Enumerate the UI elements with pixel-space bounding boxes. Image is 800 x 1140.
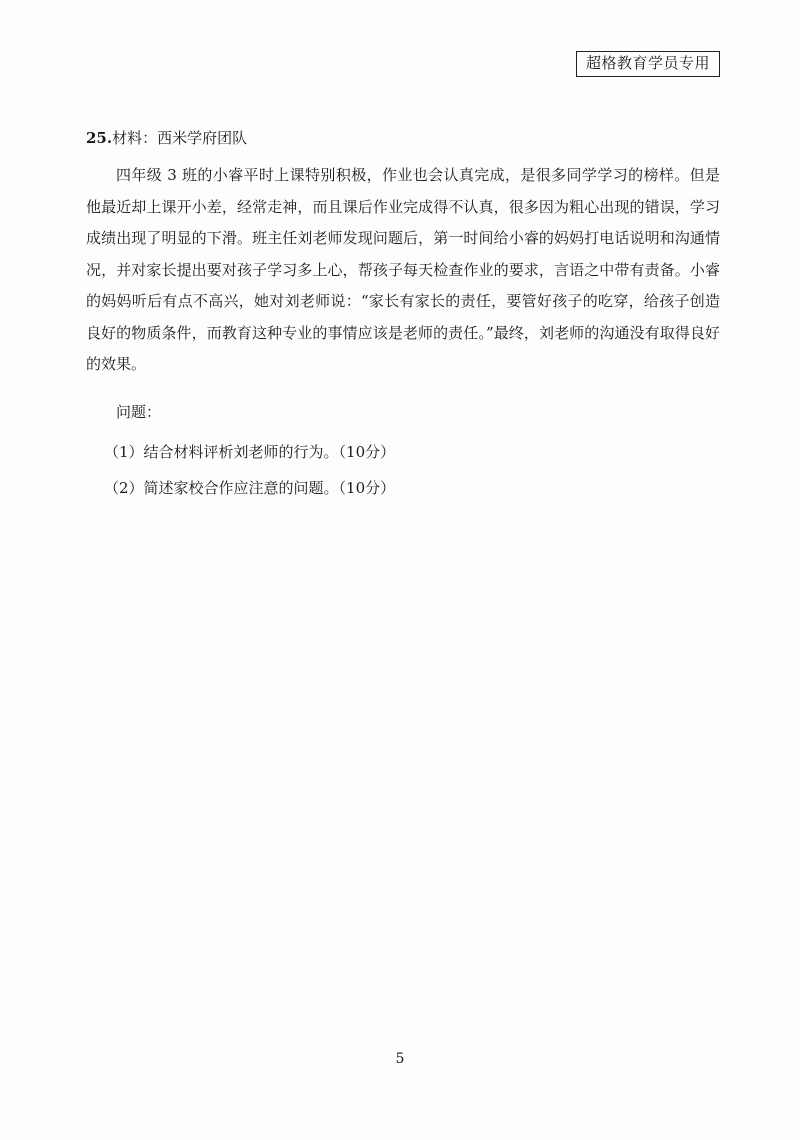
question-heading-text: 材料：西米学府团队 (112, 129, 248, 147)
question-heading (86, 128, 247, 148)
header-badge: 超格教育学员专用 (576, 51, 720, 77)
page-number: 5 (395, 1051, 405, 1067)
question-number: 25. (86, 129, 113, 147)
question-prompt: 问题： (116, 403, 162, 421)
question-material (86, 160, 720, 381)
sub-question-1: （1）结合材料评析刘老师的行为。（10分） (104, 443, 396, 461)
material-paragraph: 四年级 3 班的小睿平时上课特别积极，作业也会认真完成，是很多同学学习的榜样。但是他最近却上课开小差，经常走神，而且课后作业完成得不认真，很多因为粗心出现的错误，学习成绩出现了明显的下滑。班主任刘老师发现问题后，第一时间给小睿的妈妈打电话说明和沟通情况，并对家长提出要对孩子学习多上心，帮孩子每天检查作业的要求，言语之中带有责备。小睿的妈妈听后有点不高兴，她对刘老师说：“家长有家长的责任，要管好孩子的吃穿，给孩子创造良好的物质条件，而教育这种专业的事情应该是老师的责任。”最终，刘老师的沟通没有取得良好的效果。 (86, 166, 720, 373)
sub-question-2: （2）简述家校合作应注意的问题。（10分） (104, 479, 396, 497)
